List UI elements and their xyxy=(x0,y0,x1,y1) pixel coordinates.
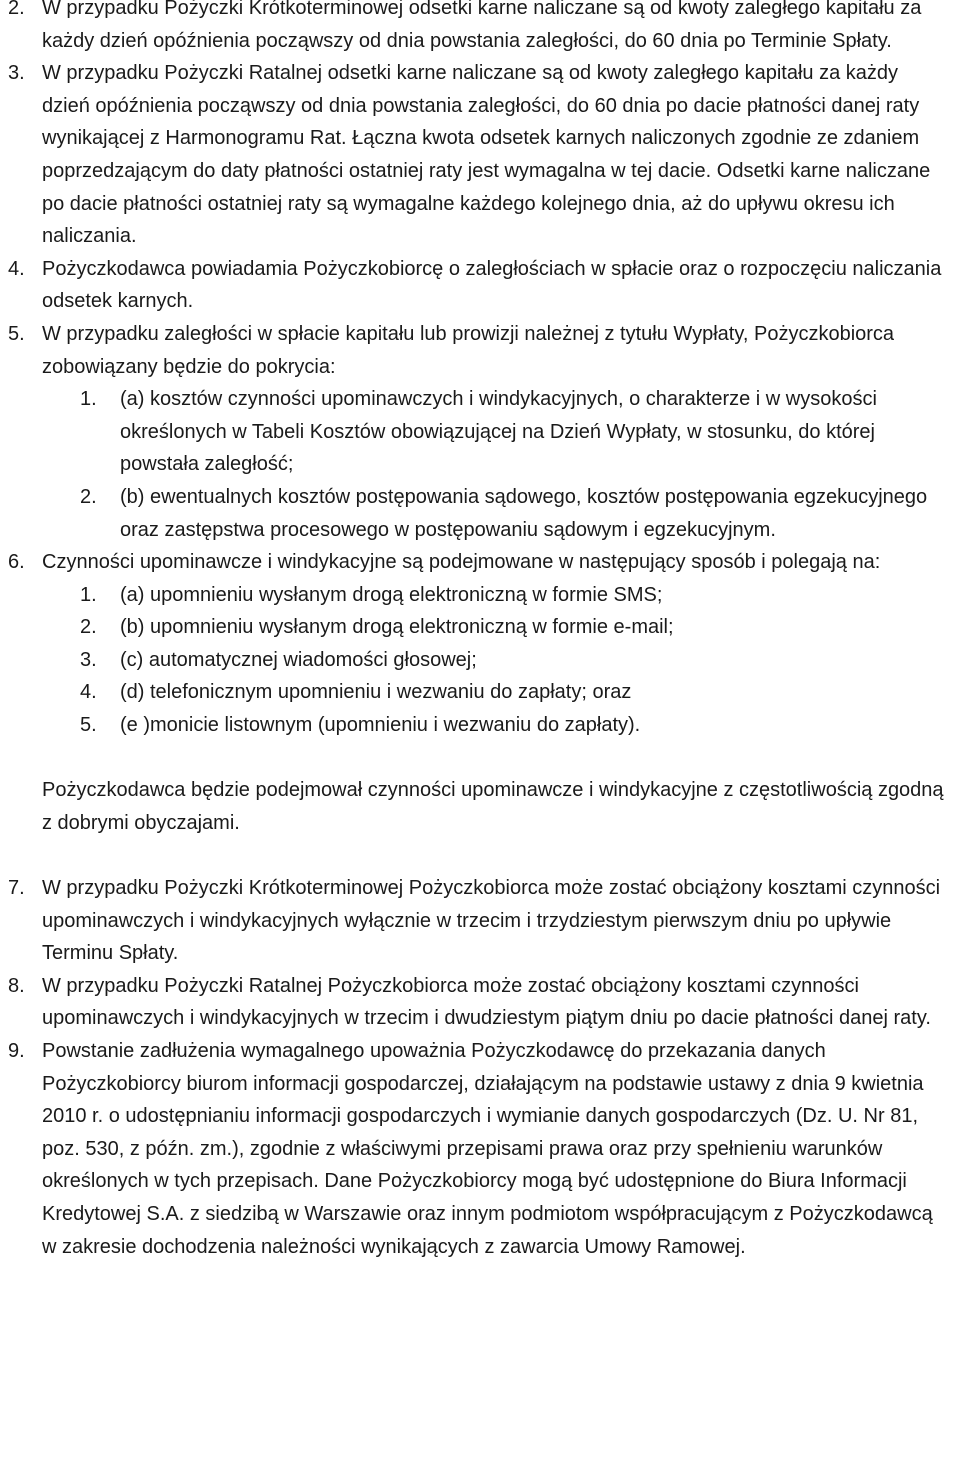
clause-text: W przypadku Pożyczki Krótkoterminowej odsetki karne naliczane są od kwoty zaległego kapitału za każdy dzień opóźnienia począwszy od dnia powstania zaległości, do 60 dnia po Terminie Spłaty. xyxy=(42,0,922,52)
clause-number: 9. xyxy=(8,1040,25,1062)
clause-6-subitem-1 xyxy=(0,579,960,612)
clause-text: Czynności upominawcze i windykacyjne są podejmowane w następujący sposób i polegają na: xyxy=(42,551,881,574)
subitem-text: (b) upomnieniu wysłanym drogą elektroniczną w formie e-mail; xyxy=(120,616,674,639)
subitem-number: 1. xyxy=(80,583,97,606)
clause-number: 2. xyxy=(8,0,25,19)
note-paragraph: Pożyczkodawca będzie podejmował czynności upominawcze i windykacyjne z częstotliwością zgodną z dobrymi obyczajami. xyxy=(42,779,944,834)
clause-text: Pożyczkodawca powiadamia Pożyczkobiorcę o zaległościach w spłacie oraz o rozpoczęciu naliczania odsetek karnych. xyxy=(42,257,942,313)
clause-8 xyxy=(0,970,960,1035)
subitem-number: 3. xyxy=(80,648,97,671)
clause-number: 5. xyxy=(8,322,25,345)
subitem-text: (c) automatycznej wiadomości głosowej; xyxy=(120,648,477,671)
subitem-number: 2. xyxy=(80,485,97,508)
clause-5-subitem-2 xyxy=(0,481,960,546)
spacer xyxy=(0,839,960,872)
subitem-text: (e )monicie listownym (upomnieniu i wezwaniu do zapłaty). xyxy=(120,714,641,737)
clause-9 xyxy=(0,1035,960,1263)
clause-5 xyxy=(0,318,960,383)
clause-6-subitem-2 xyxy=(0,611,960,644)
clause-4 xyxy=(0,253,960,318)
subitem-number: 1. xyxy=(80,388,97,411)
subitem-text: (b) ewentualnych kosztów postępowania sądowego, kosztów postępowania egzekucyjnego oraz zastępstwa procesowego w postępowaniu sądowym i egzekucyjnym. xyxy=(120,485,928,541)
clause-text: W przypadku Pożyczki Krótkoterminowej Pożyczkobiorca może zostać obciążony kosztami czynności upominawczych i windykacyjnych wyłącznie w trzecim i trzydziestym pierwszym dniu po upływie Terminu Spłaty. xyxy=(42,877,941,965)
subitem-text: (a) kosztów czynności upominawczych i windykacyjnych, o charakterze i w wysokości określonych w Tabeli Kosztów obowiązującej na Dzień Wypłaty, w stosunku, do której powstała zaległość; xyxy=(120,388,877,476)
clause-6 xyxy=(0,546,960,579)
clause-text: W przypadku Pożyczki Ratalnej Pożyczkobiorca może zostać obciążony kosztami czynności upominawczych i windykacyjnych w trzecim i dwudziestym piątym dniu po dacie płatności danej raty. xyxy=(42,974,931,1030)
clause-text: W przypadku zaległości w spłacie kapitału lub prowizji należnej z tytułu Wypłaty, Pożyczkobiorca zobowiązany będzie do pokrycia: xyxy=(42,322,895,378)
clause-5-subitem-1 xyxy=(0,383,960,481)
subitem-text: (d) telefonicznym upomnieniu i wezwaniu do zapłaty; oraz xyxy=(120,681,632,704)
subitem-number: 2. xyxy=(80,616,97,639)
subitem-text: (a) upomnieniu wysłanym drogą elektroniczną w formie SMS; xyxy=(120,583,663,606)
clause-text: Powstanie zadłużenia wymagalnego upoważnia Pożyczkodawcę do przekazania danych Pożyczkobiorcy biurom informacji gospodarczej, działającym na podstawie ustawy z dnia 9 kwietnia 2010 r. o udostępnianiu informacji gospodarczych i wymianie danych gospodarczych (Dz. U. Nr 81, poz. 530, z późn. zm.), zgodnie z właściwymi przepisami prawa oraz przy spełnieniu warunków określonych w tych przepisach. Dane Pożyczkobiorcy mogą być udostępnione do Biura Informacji Kredytowej S.A. z siedzibą w Warszawie oraz innym podmiotom współpracującym z Pożyczkodawcą w zakresie dochodzenia należności wynikających z zawarcia Umowy Ramowej. xyxy=(42,1040,933,1258)
clause-7 xyxy=(0,872,960,970)
clause-6-subitem-5 xyxy=(0,709,960,742)
clause-number: 6. xyxy=(8,551,25,574)
clause-text: W przypadku Pożyczki Ratalnej odsetki karne naliczane są od kwoty zaległego kapitału za każdy dzień opóźnienia począwszy od dnia powstania zaległości, do 60 dnia po dacie płatności danej raty wynikającej z Harmonogramu Rat. Łączna kwota odsetek karnych naliczonych zgodnie ze zdaniem poprzedzającym do daty płatności ostatniej raty jest wymagalna w tej dacie. Odsetki karne naliczane po dacie płatności ostatniej raty są wymagalne każdego kolejnego dnia, aż do upływu okresu ich naliczania. xyxy=(42,62,931,248)
clause-6-subitem-3 xyxy=(0,644,960,677)
subitem-number: 5. xyxy=(80,714,97,737)
subitem-number: 4. xyxy=(80,681,97,704)
clause-3 xyxy=(0,57,960,253)
clause-6-subitem-4 xyxy=(0,676,960,709)
clause-number: 3. xyxy=(8,62,25,85)
clause-2 xyxy=(0,0,960,57)
clause-number: 4. xyxy=(8,257,25,280)
clause-number: 7. xyxy=(8,877,25,900)
spacer xyxy=(0,742,960,775)
clause-number: 8. xyxy=(8,974,25,997)
